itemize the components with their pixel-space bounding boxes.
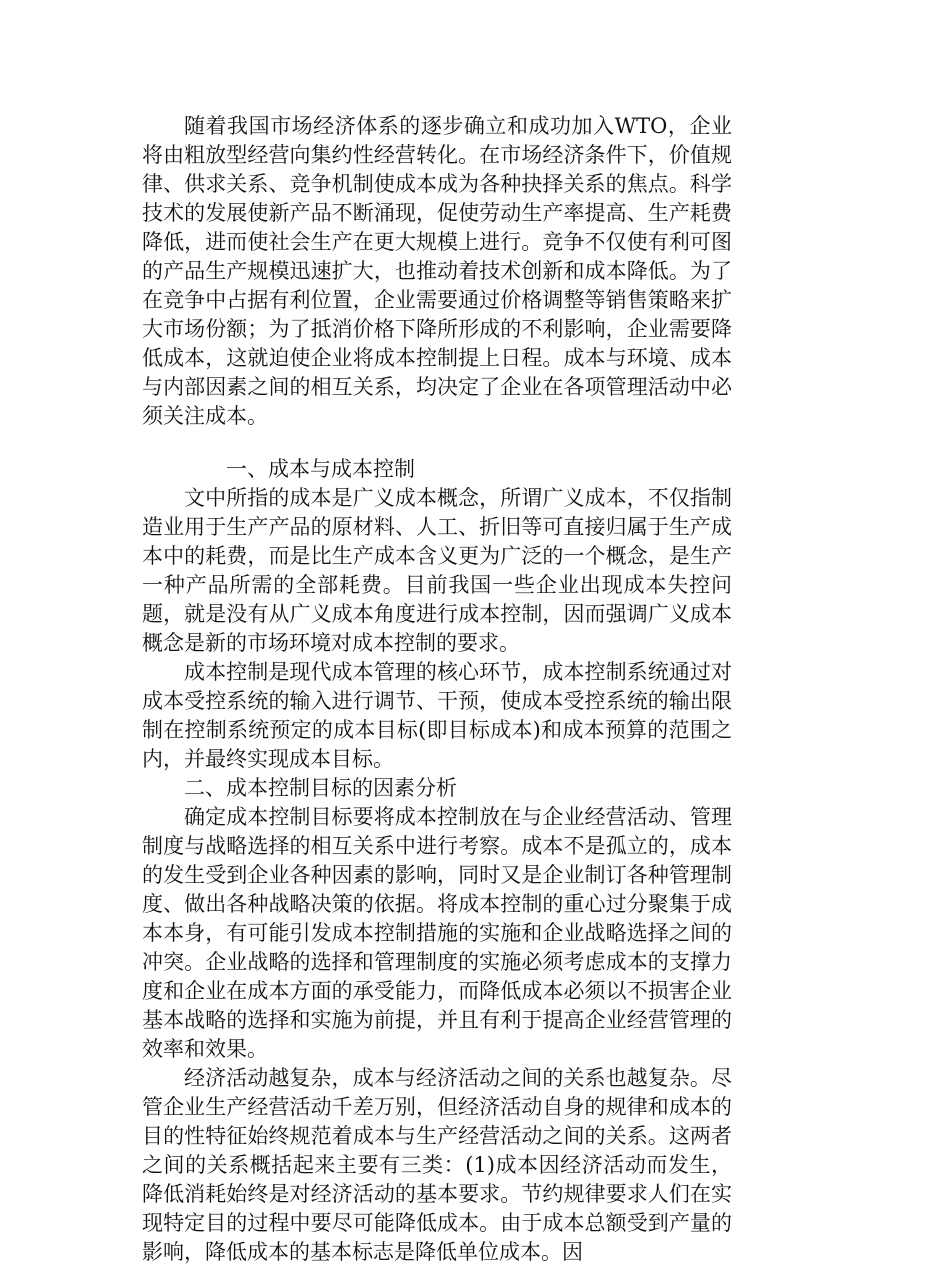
intro-paragraph: 随着我国市场经济体系的逐步确立和成功加入WTO，企业将由粗放型经营向集约性经营转化。在市场经济条件下，价值规律、供求关系、竞争机制使成本成为各种抉择关系的焦点。科学技术的发展使新产品不断涌现，促使劳动生产率提高、生产耗费降低，进而使社会生产在更大规模上进行。竞争不仅使有利可图的产品生产规模迅速扩大，也推动着技术创新和成本降低。为了在竞争中占据有利位置，企业需要通过价格调整等销售策略来扩大市场份额；为了抵消价格下降所形成的不利影响，企业需要降低成本，这就迫使企业将成本控制提上日程。成本与环境、成本与内部因素之间的相互关系，均决定了企业在各项管理活动中必须关注成本。: [142, 114, 732, 428]
section-1-paragraph-1: 文中所指的成本是广义成本概念，所谓广义成本，不仅指制造业用于生产产品的原材料、人工、折旧等可直接归属于生产成本中的耗费，而是比生产成本含义更为广泛的一个概念，是生产一种产品所需的全部耗费。目前我国一些企业出现成本失控问题，就是没有从广义成本角度进行成本控制，因而强调广义成本概念是新的市场环境对成本控制的要求。: [142, 486, 732, 655]
section-1-paragraph-2: 成本控制是现代成本管理的核心环节，成本控制系统通过对成本受控系统的输入进行调节、干预，使成本受控系统的输出限制在控制系统预定的成本目标(即目标成本)和成本预算的范围之内，并最终实现成本目标。: [142, 660, 732, 771]
document-page: [142, 112, 732, 1267]
section-gap: [142, 431, 732, 455]
section-2-paragraph-1: 确定成本控制目标要将成本控制放在与企业经营活动、管理制度与战略选择的相互关系中进行考察。成本不是孤立的，成本的发生受到企业各种因素的影响，同时又是企业制订各种管理制度、做出各种战略决策的依据。将成本控制的重心过分聚集于成本本身，有可能引发成本控制措施的实施和企业战略选择之间的冲突。企业战略的选择和管理制度的实施必须考虑成本的支撑力度和企业在成本方面的承受能力，而降低成本必须以不损害企业基本战略的选择和实施为前提，并且有利于提高企业经营管理的效率和效果。: [142, 805, 732, 1061]
section-2-heading: 二、成本控制目标的因素分析: [184, 776, 457, 800]
section-1-heading: 一、成本与成本控制: [226, 457, 415, 481]
section-2-paragraph-2: 经济活动越复杂，成本与经济活动之间的关系也越复杂。尽管企业生产经营活动千差万别，但经济活动自身的规律和成本的目的性特征始终规范着成本与生产经营活动之间的关系。这两者之间的关系概括起来主要有三类：(1)成本因经济活动而发生，降低消耗始终是对经济活动的基本要求。节约规律要求人们在实现特定目的过程中要尽可能降低成本。由于成本总额受到产量的影响，降低成本的基本标志是降低单位成本。因: [142, 1066, 732, 1264]
